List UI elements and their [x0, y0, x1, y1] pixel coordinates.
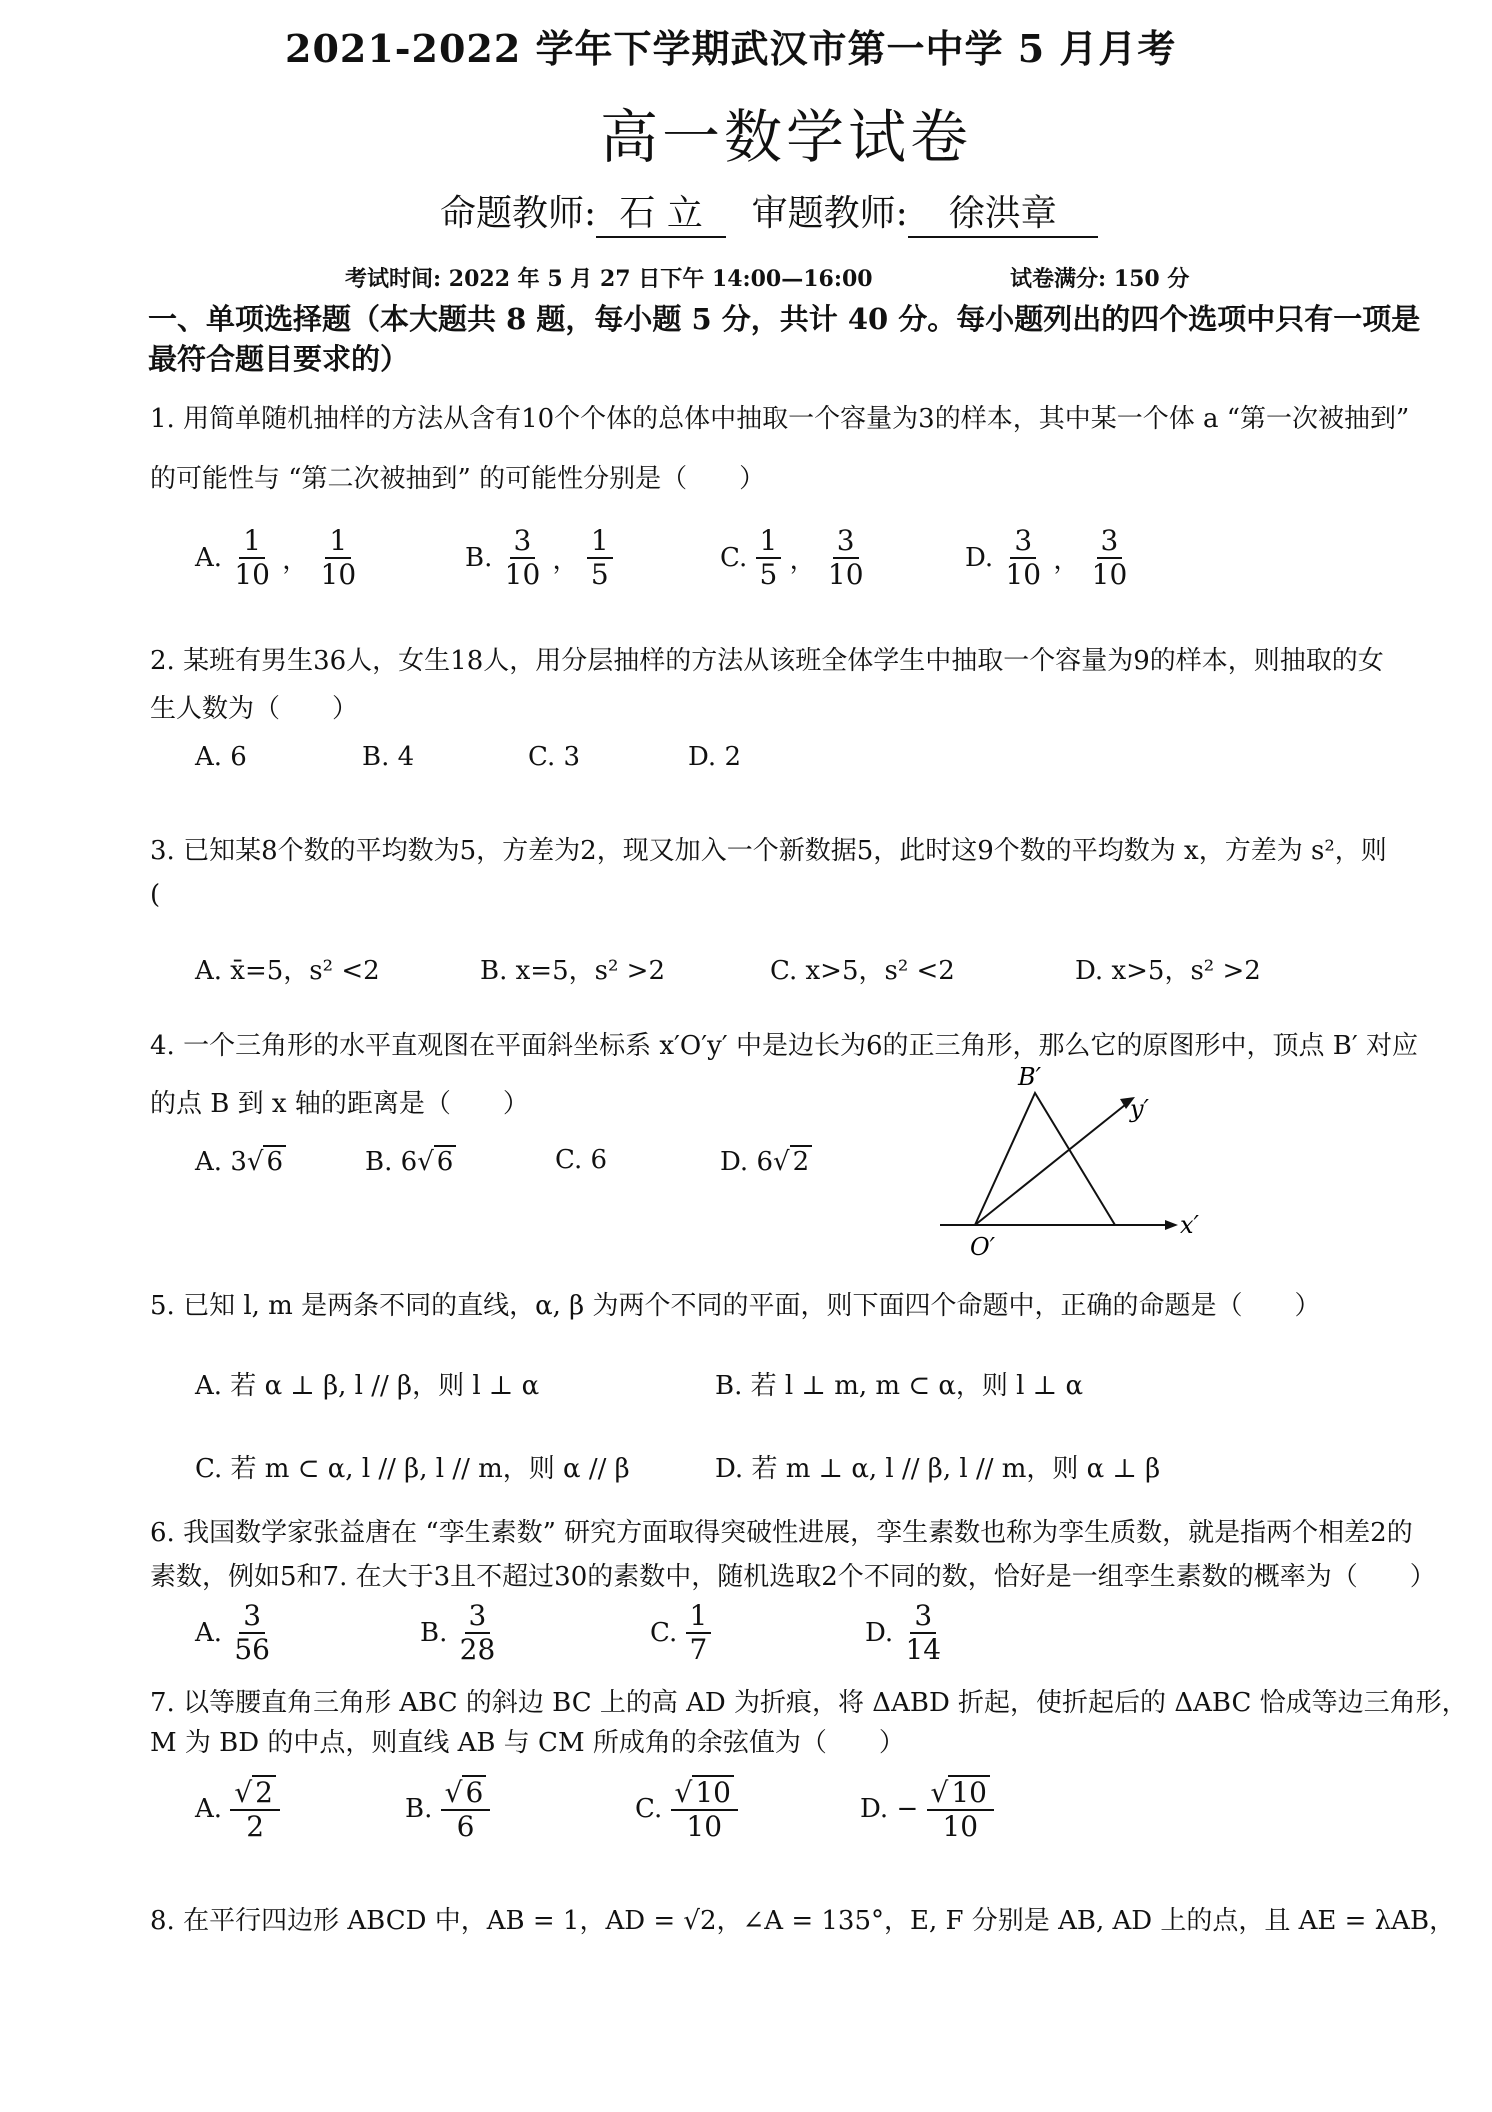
- q7-option-d: D. − $\frac{√ 10}{10}$: [860, 1775, 994, 1843]
- question-7-line1: 7. 以等腰直角三角形 ABC 的斜边 BC 上的高 AD 为折痕，将 ΔABD 折起，使折起后的 ΔABC 恰成等边三角形，: [150, 1688, 1468, 1718]
- question-1-line2: 的可能性与 “第二次被抽到” 的可能性分别是（ ）: [150, 464, 766, 494]
- question-6-line2: 素数，例如5和7. 在大于3且不超过30的素数中，随机选取2个不同的数，恰好是一组孪生素数的概率为（ ）: [150, 1562, 1436, 1592]
- full-score: 试卷满分: 150 分: [1010, 266, 1190, 292]
- q3-option-c: C. x>5，s² <2: [770, 956, 955, 986]
- q2-option-b: B. 4: [362, 742, 415, 772]
- teacher-line: [440, 185, 1098, 238]
- question-2-line2: 生人数为（ ）: [150, 694, 359, 724]
- q2-option-d: D. 2: [688, 742, 741, 772]
- question-6-line1: 6. 我国数学家张益唐在 “孪生素数” 研究方面取得突破性进展，孪生素数也称为孪生质数，就是指两个相差2的: [150, 1518, 1413, 1548]
- exam-subject-title: 高一数学试卷: [600, 103, 973, 171]
- q4-option-c: C. 6: [555, 1145, 608, 1175]
- q6-option-d: D. $\frac{3}{14}$: [865, 1599, 942, 1667]
- question-2-line1: 2. 某班有男生36人，女生18人，用分层抽样的方法从该班全体学生中抽取一个容量为9的样本，则抽取的女: [150, 646, 1384, 676]
- q1-options: [0, 525, 1492, 605]
- q1-option-c: C. $\frac{1}{5}$ ， $\frac{3}{10}$: [720, 524, 864, 592]
- q4-option-a: A. 3√ 6: [195, 1145, 286, 1177]
- label-b-prime: B′: [1018, 1065, 1042, 1091]
- q7-option-a: A. $\frac{√ 2}{2}$: [195, 1775, 280, 1843]
- reviewer-label: 审题教师:: [751, 193, 908, 234]
- question-3-line2: (: [150, 880, 161, 910]
- q5-option-c: C. 若 m ⊂ α, l // β, l // m，则 α // β: [195, 1454, 630, 1484]
- y-axis-line: [975, 1105, 1125, 1225]
- triangle-shape: [975, 1093, 1115, 1225]
- q6-option-b: B. $\frac{3}{28}$: [420, 1599, 496, 1667]
- q1-option-d: D. $\frac{3}{10}$ ， $\frac{3}{10}$: [965, 524, 1128, 592]
- question-7-line2: M 为 BD 的中点，则直线 AB 与 CM 所成角的余弦值为（ ）: [150, 1728, 905, 1758]
- question-4-line2: 的点 B 到 x 轴的距离是（ ）: [150, 1089, 529, 1119]
- question-1-line1: 1. 用简单随机抽样的方法从含有10个个体的总体中抽取一个容量为3的样本，其中某一个体 a “第一次被抽到”: [150, 404, 1410, 434]
- x-axis-arrow: [1165, 1220, 1178, 1230]
- setter-label: 命题教师:: [440, 193, 597, 234]
- setter-name: 石 立: [596, 185, 726, 238]
- q6-option-c: C. $\frac{1}{7}$: [650, 1600, 711, 1666]
- exam-time: 考试时间: 2022 年 5 月 27 日下午 14:00—16:00: [345, 266, 873, 292]
- q5-option-b: B. 若 l ⊥ m, m ⊂ α，则 l ⊥ α: [715, 1371, 1084, 1401]
- q7-option-c: C. $\frac{√ 10}{10}$: [635, 1775, 738, 1843]
- q2-option-a: A. 6: [195, 742, 247, 772]
- question-5-line1: 5. 已知 l, m 是两条不同的直线，α, β 为两个不同的平面，则下面四个命题中，正确的命题是（ ）: [150, 1291, 1321, 1321]
- q2-option-c: C. 3: [528, 742, 581, 772]
- label-x-prime: x′: [1180, 1211, 1199, 1239]
- reviewer-name: 徐洪章: [908, 185, 1098, 238]
- q1-option-b: B. $\frac{3}{10}$ ， $\frac{1}{5}$: [465, 525, 613, 591]
- q1-option-a: A. $\frac{1}{10}$ ， $\frac{1}{10}$: [195, 524, 357, 592]
- q3-option-d: D. x>5，s² >2: [1075, 956, 1261, 986]
- oblique-coordinate-figure: [930, 1065, 1200, 1265]
- section-heading-line1: 一、单项选择题（本大题共 8 题，每小题 5 分，共计 40 分。每小题列出的四个选项中只有一项是: [148, 302, 1421, 336]
- q4-option-d: D. 6√ 2: [720, 1145, 812, 1177]
- q5-option-d: D. 若 m ⊥ α, l // β, l // m，则 α ⊥ β: [715, 1454, 1161, 1484]
- section-heading-line2: 最符合题目要求的）: [148, 342, 410, 376]
- q5-option-a: A. 若 α ⊥ β, l // β，则 l ⊥ α: [195, 1371, 540, 1401]
- q3-option-a: A. x̄=5，s² <2: [195, 956, 380, 986]
- question-3-line1: 3. 已知某8个数的平均数为5，方差为2，现又加入一个新数据5，此时这9个数的平均数为 x，方差为 s²，则: [150, 836, 1387, 866]
- q6-option-a: A. $\frac{3}{56}$: [195, 1599, 270, 1667]
- label-o-prime: O′: [970, 1233, 996, 1261]
- exam-header-title: 2021-2022 学年下学期武汉市第一中学 5 月月考: [285, 26, 1177, 71]
- question-8-line1: 8. 在平行四边形 ABCD 中，AB = 1，AD = √2，∠A = 135°，E, F 分别是 AB, AD 上的点，且 AE = λAB，: [150, 1906, 1456, 1936]
- question-4-line1: 4. 一个三角形的水平直观图在平面斜坐标系 x′O′y′ 中是边长为6的正三角形，那么它的原图形中，顶点 B′ 对应: [150, 1031, 1419, 1061]
- q7-option-b: B. $\frac{√ 6}{6}$: [405, 1775, 490, 1843]
- label-y-prime: y′: [1130, 1095, 1150, 1123]
- q3-option-b: B. x=5，s² >2: [480, 956, 665, 986]
- q4-option-b: B. 6√ 6: [365, 1145, 456, 1177]
